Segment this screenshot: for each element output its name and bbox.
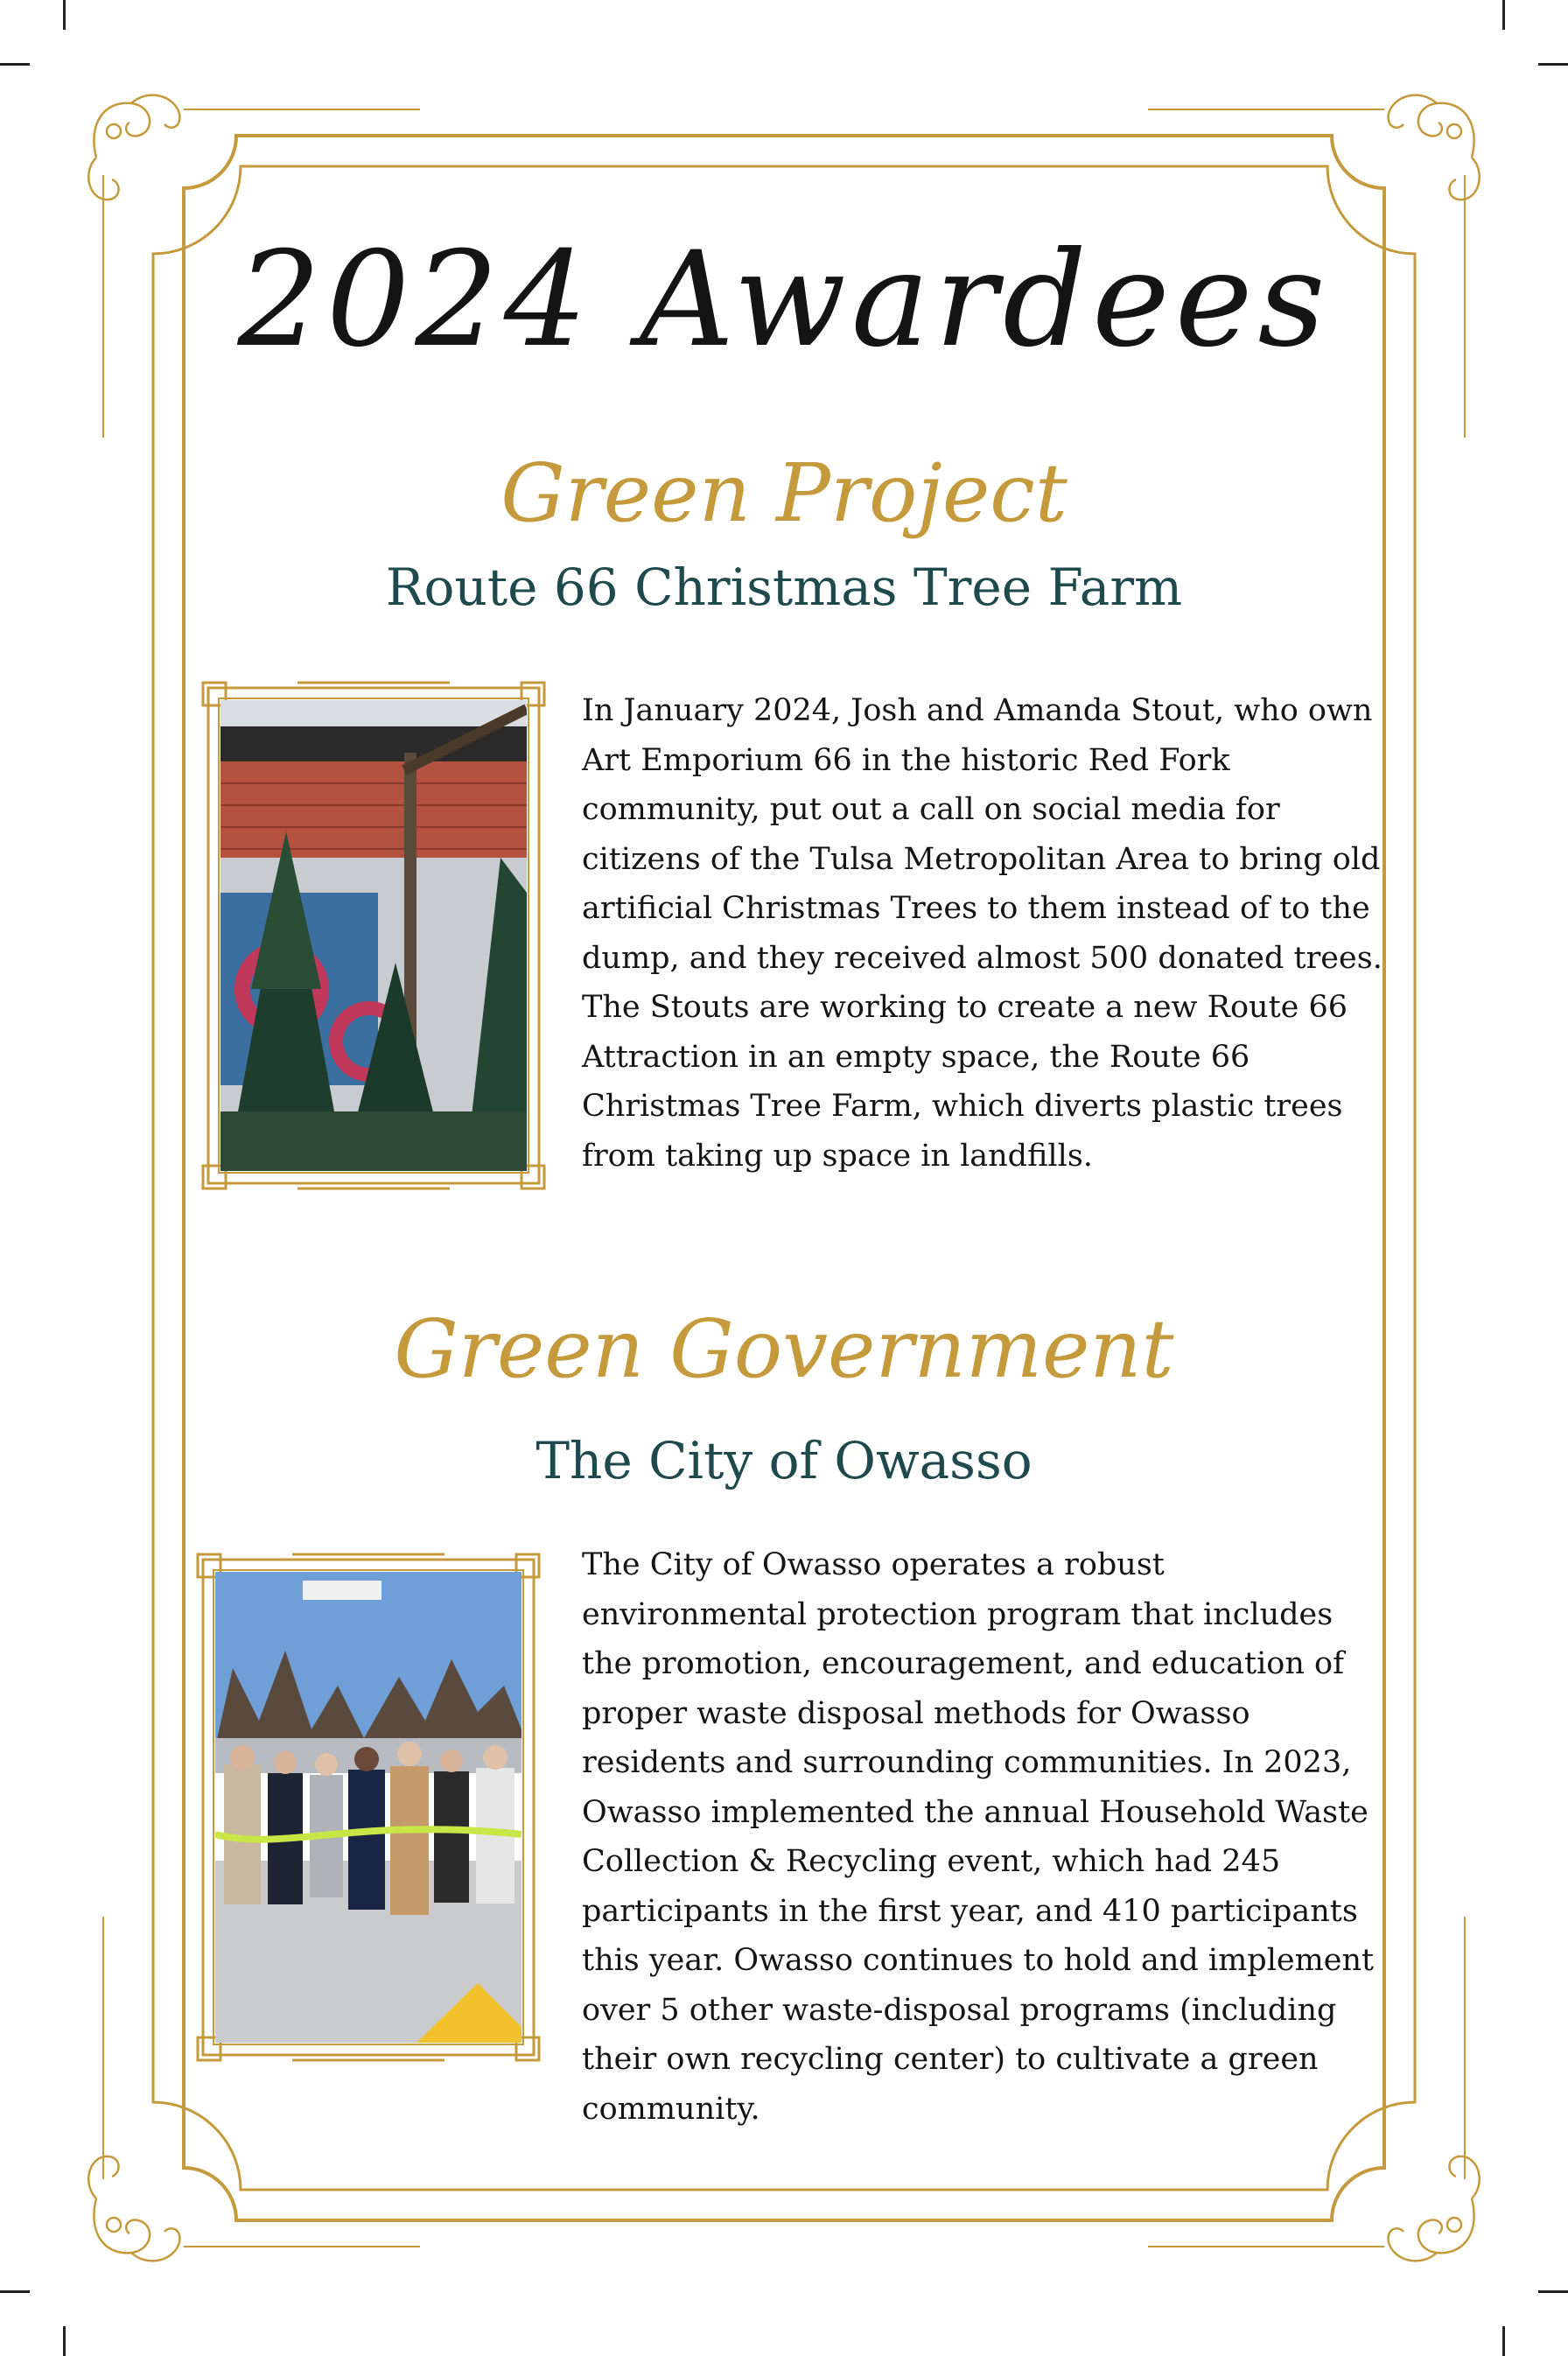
flourish-bottom-left bbox=[88, 2156, 179, 2261]
flourish-top-left bbox=[88, 95, 179, 200]
awardee-name-route-66: Route 66 Christmas Tree Farm bbox=[385, 557, 1183, 617]
description-route-66: In January 2024, Josh and Amanda Stout, who own Art Emporium 66 in the historic Red Fork community, put out a call on social media for citizens of the Tulsa Metropolitan Area to bring old artificial Christmas Trees to them instead of to the dump, and they received almost 500 donated trees. The Stouts are working to create a new Route 66 Attraction in an empty space, the Route 66 Christmas Tree Farm, which diverts plastic trees from taking up space in landfills. bbox=[582, 693, 1382, 1174]
photo-ribbon-cutting-group bbox=[215, 1572, 522, 2043]
page-title: 2024 Awardees bbox=[237, 224, 1331, 376]
category-heading-green-government: Green Government bbox=[394, 1302, 1174, 1396]
category-heading-green-project: Green Project bbox=[500, 446, 1068, 540]
awardee-name-city-of-owasso: The City of Owasso bbox=[536, 1431, 1032, 1490]
photo-christmas-trees-mural bbox=[220, 700, 527, 1171]
flourish-top-right bbox=[1389, 95, 1480, 200]
flourish-bottom-right bbox=[1389, 2156, 1480, 2261]
description-city-of-owasso: The City of Owasso operates a robust environmental protection program that includes the promotion, encouragement, and education of proper waste disposal methods for Owasso residents and surrounding communities. In 2023, Owasso implemented the annual Household Waste Collection & Recycling event, which had 245 participants in the first year, and 410 participants this year. Owasso continues to hold and implement over 5 other waste-disposal programs (including their own recycling center) to cultivate a green community. bbox=[582, 1547, 1375, 2127]
